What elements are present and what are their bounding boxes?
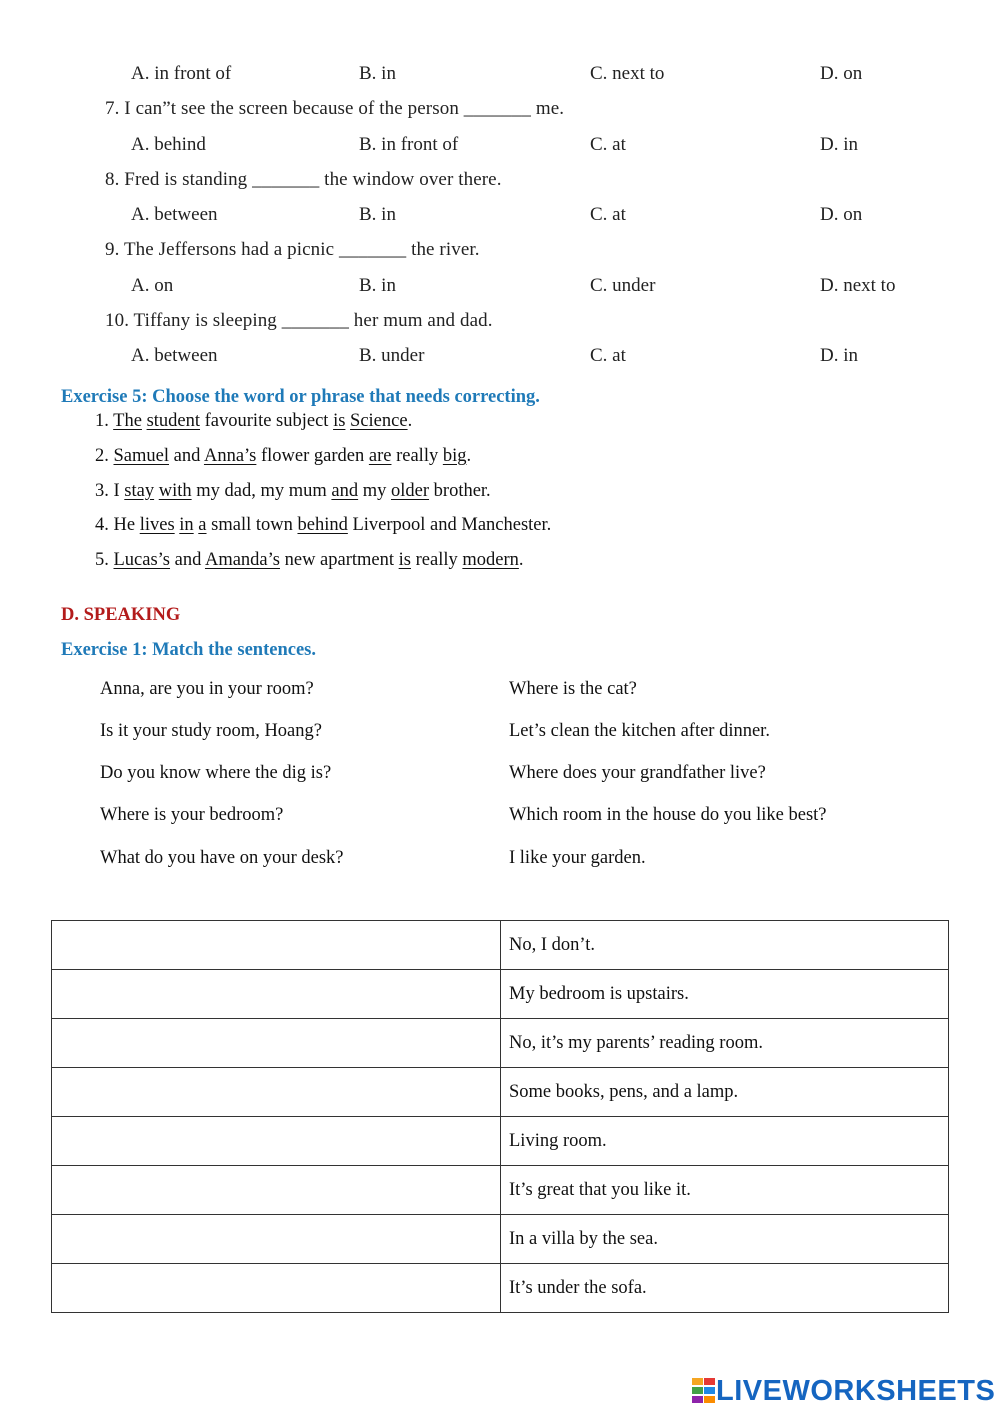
sentence-text: . <box>407 411 413 431</box>
match-left-item: Do you know where the dig is? <box>100 763 332 783</box>
option-word[interactable]: stay <box>124 481 155 501</box>
exercise5-sentence-1 <box>95 411 412 432</box>
liveworksheets-logo[interactable] <box>692 1374 995 1408</box>
sentence-text: Liverpool and Manchester. <box>347 515 552 535</box>
option-word[interactable]: modern <box>462 550 519 570</box>
answer-drop-cell[interactable] <box>52 1117 501 1166</box>
q8-option-d: D. on <box>820 204 863 225</box>
option-word[interactable]: lives <box>139 515 175 535</box>
q6-option-a: A. in front of <box>131 63 232 84</box>
q10-option-d: D. in <box>820 345 858 366</box>
q8-stem: 8. Fred is standing _______ the window over there. <box>105 169 502 190</box>
sentence-text: flower garden <box>256 446 369 466</box>
sentence-text: new apartment <box>279 550 399 570</box>
table-row <box>52 1264 949 1313</box>
q10-option-c: C. at <box>590 345 626 366</box>
option-word[interactable]: is <box>333 411 346 431</box>
q9-option-b: B. in <box>359 275 396 296</box>
speaking-section-title: D. SPEAKING <box>61 605 181 625</box>
table-row <box>52 1117 949 1166</box>
option-word[interactable]: is <box>398 550 411 570</box>
option-word[interactable]: and <box>331 481 359 501</box>
option-word[interactable]: big <box>442 446 467 466</box>
sentence-text: my <box>358 481 392 501</box>
answer-drop-cell[interactable] <box>52 1068 501 1117</box>
q7-option-c: C. at <box>590 134 626 155</box>
answer-text-cell: In a villa by the sea. <box>501 1215 949 1264</box>
sentence-number: 2. <box>95 446 114 466</box>
answer-text-cell: Living room. <box>501 1117 949 1166</box>
option-word[interactable]: Anna’s <box>203 446 257 466</box>
option-word[interactable]: Lucas’s <box>113 550 171 570</box>
q6-option-b: B. in <box>359 63 396 84</box>
match-left-item: What do you have on your desk? <box>100 848 344 868</box>
exercise5-sentence-4 <box>95 515 551 536</box>
sentence-text: . <box>518 550 524 570</box>
sentence-text: my dad, my mum <box>191 481 332 501</box>
match-answer-table <box>51 920 949 1313</box>
q8-option-b: B. in <box>359 204 396 225</box>
answer-drop-cell[interactable] <box>52 1264 501 1313</box>
match-right-item: Let’s clean the kitchen after dinner. <box>509 721 770 741</box>
option-word[interactable]: student <box>146 411 201 431</box>
sentence-number: 4. He <box>95 515 140 535</box>
speaking-exercise-title: Exercise 1: Match the sentences. <box>61 640 316 660</box>
match-left-item: Is it your study room, Hoang? <box>100 721 322 741</box>
answer-drop-cell[interactable] <box>52 1215 501 1264</box>
table-row <box>52 1068 949 1117</box>
sentence-text: brother. <box>429 481 491 501</box>
sentence-text: and <box>169 446 204 466</box>
answer-drop-cell[interactable] <box>52 970 501 1019</box>
answer-text-cell: No, it’s my parents’ reading room. <box>501 1019 949 1068</box>
answer-text-cell: It’s great that you like it. <box>501 1166 949 1215</box>
table-row <box>52 1019 949 1068</box>
q10-stem: 10. Tiffany is sleeping _______ her mum and dad. <box>105 310 493 331</box>
q9-option-d: D. next to <box>820 275 896 296</box>
q7-option-d: D. in <box>820 134 858 155</box>
sentence-text: favourite subject <box>200 411 334 431</box>
answer-drop-cell[interactable] <box>52 1019 501 1068</box>
answer-text-cell: It’s under the sofa. <box>501 1264 949 1313</box>
exercise5-sentence-3 <box>95 481 491 502</box>
q9-option-a: A. on <box>131 275 174 296</box>
sentence-number: 3. I <box>95 481 125 501</box>
answer-drop-cell[interactable] <box>52 1166 501 1215</box>
exercise5-title: Exercise 5: Choose the word or phrase that needs correcting. <box>61 387 540 407</box>
option-word[interactable]: are <box>368 446 392 466</box>
table-row <box>52 921 949 970</box>
option-word[interactable]: Amanda’s <box>204 550 280 570</box>
option-word[interactable]: behind <box>297 515 348 535</box>
q7-stem: 7. I can”t see the screen because of the person _______ me. <box>105 98 565 119</box>
option-word[interactable]: a <box>198 515 207 535</box>
liveworksheets-logo-text: LIVEWORKSHEETS <box>716 1374 996 1407</box>
answer-text-cell: No, I don’t. <box>501 921 949 970</box>
q6-option-c: C. next to <box>590 63 665 84</box>
q10-option-a: A. between <box>131 345 218 366</box>
option-word[interactable]: in <box>179 515 194 535</box>
option-word[interactable]: The <box>113 411 142 431</box>
match-right-item: Where does your grandfather live? <box>509 763 766 783</box>
table-row <box>52 970 949 1019</box>
sentence-number: 5. <box>95 550 114 570</box>
q8-option-a: A. between <box>131 204 218 225</box>
option-word[interactable]: Science <box>350 411 408 431</box>
q9-stem: 9. The Jeffersons had a picnic _______ the river. <box>105 239 480 260</box>
exercise5-sentence-2 <box>95 446 471 467</box>
table-row <box>52 1215 949 1264</box>
option-word[interactable]: older <box>391 481 430 501</box>
table-row <box>52 1166 949 1215</box>
q7-option-a: A. behind <box>131 134 206 155</box>
q9-option-c: C. under <box>590 275 656 296</box>
match-right-item: I like your garden. <box>509 848 646 868</box>
q10-option-b: B. under <box>359 345 425 366</box>
option-word[interactable]: with <box>158 481 192 501</box>
match-right-item: Where is the cat? <box>509 679 637 699</box>
match-left-item: Where is your bedroom? <box>100 805 284 825</box>
sentence-text: and <box>170 550 205 570</box>
sentence-text: really <box>411 550 463 570</box>
exercise5-sentence-5 <box>95 550 524 571</box>
answer-drop-cell[interactable] <box>52 921 501 970</box>
match-left-item: Anna, are you in your room? <box>100 679 314 699</box>
sentence-text: really <box>391 446 443 466</box>
q6-option-d: D. on <box>820 63 863 84</box>
answer-text-cell: My bedroom is upstairs. <box>501 970 949 1019</box>
match-right-item: Which room in the house do you like best? <box>509 805 827 825</box>
q7-option-b: B. in front of <box>359 134 459 155</box>
option-word[interactable]: Samuel <box>113 446 169 466</box>
liveworksheets-logo-icon <box>692 1378 716 1404</box>
answer-text-cell: Some books, pens, and a lamp. <box>501 1068 949 1117</box>
q8-option-c: C. at <box>590 204 626 225</box>
sentence-text: small town <box>206 515 298 535</box>
sentence-number: 1. <box>95 411 114 431</box>
sentence-text: . <box>466 446 472 466</box>
